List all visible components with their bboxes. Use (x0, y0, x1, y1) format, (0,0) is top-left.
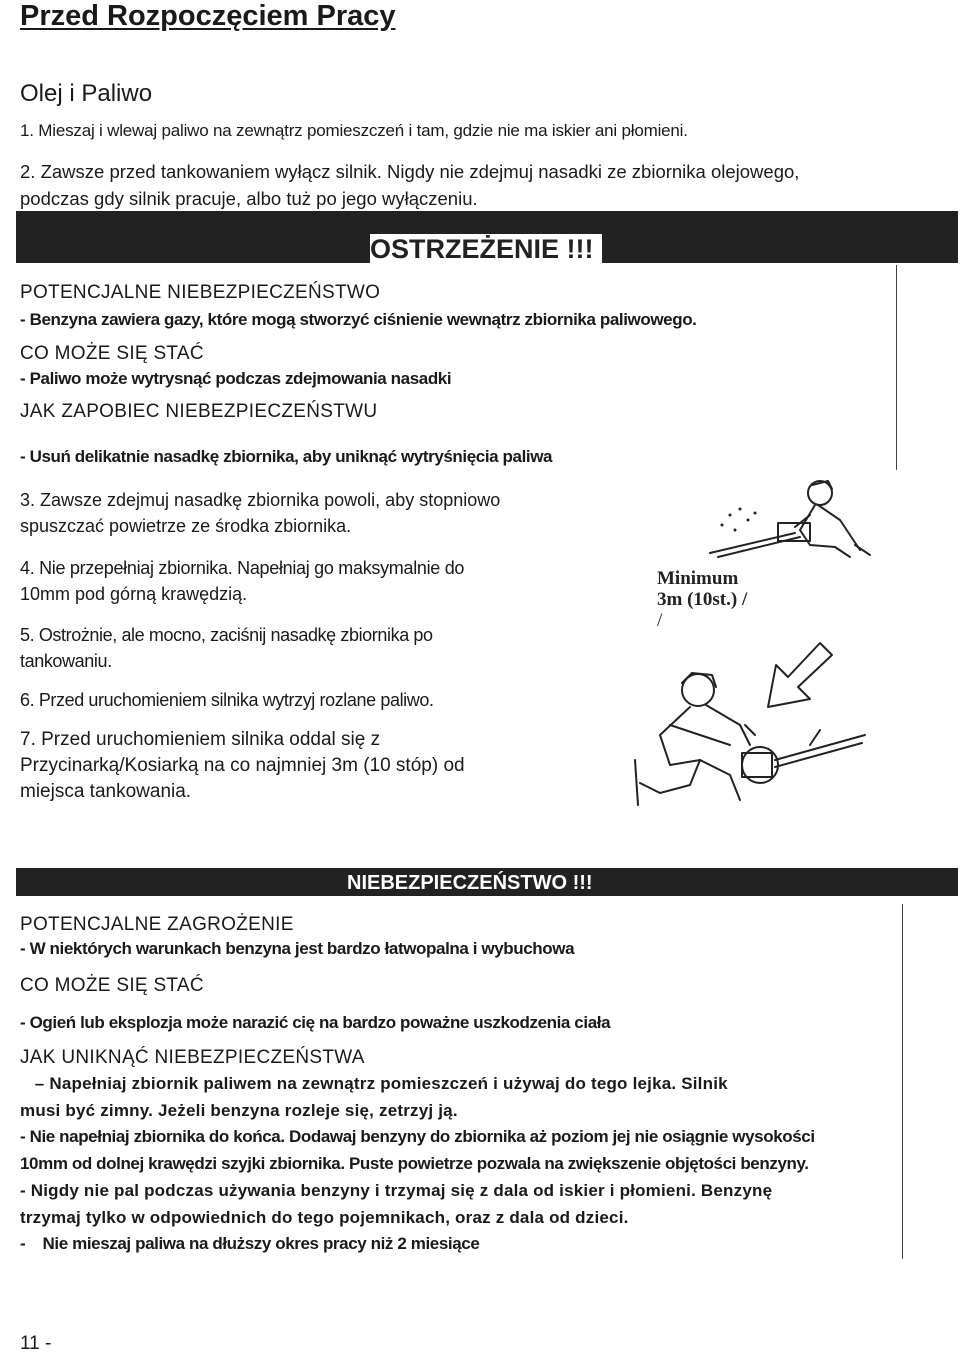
distance-label-line3: / (657, 610, 663, 631)
danger-hazard-text: - W niektórych warunkach benzyna jest bardzo łatwopalna i wybuchowa (20, 939, 575, 958)
hazard-text: - Benzyna zawiera gazy, które mogą stworzyć ciśnienie wewnątrz zbiornika paliwowego. (20, 310, 697, 329)
instruction-2: 2. Zawsze przed tankowaniem wyłącz silnik. Nigdy nie zdejmuj nasadki ze zbiornika olejowego, (20, 161, 800, 182)
step-7-cont: Przycinarką/Kosiarką na co najmniej 3m (10 stóp) od (20, 755, 465, 776)
section-heading-oil-fuel: Olej i Paliwo (20, 80, 153, 107)
danger-prevention-2: - Nie napełniaj zbiornika do końca. Dodawaj benzyny do zbiornika aż poziom jej nie osiągnie wysokości (20, 1127, 815, 1146)
step-7-cont-2: miejsca tankowania. (20, 781, 192, 802)
prevention-label: JAK ZAPOBIEC NIEBEZPIECZEŃSTWU (20, 401, 378, 422)
page-title: Przed Rozpoczęciem Pracy (20, 0, 396, 32)
danger-banner-title: NIEBEZPIECZEŃSTWO !!! (347, 872, 593, 894)
danger-prevention-4: - Nie mieszaj paliwa na dłuższy okres pracy niż 2 miesiące (20, 1234, 480, 1253)
danger-prevention-1-cont: musi być zimny. Jeżeli benzyna rozleje się, zetrzyj ją. (20, 1101, 458, 1120)
step-5-cont: tankowaniu. (20, 651, 112, 671)
danger-prevention-3: - Nigdy nie pal podczas używania benzyny i trzymaj się z dala od iskier i płomieni. Benzynę (20, 1181, 773, 1200)
danger-prevention-1: – Napełniaj zbiornik paliwem na zewnątrz pomieszczeń i używaj do tego lejka. Silnik (20, 1074, 728, 1093)
step-5: 5. Ostrożnie, ale mocno, zaciśnij nasadkę zbiornika po (20, 625, 433, 645)
distance-label-line1: Minimum (657, 568, 739, 589)
page-number: 11 - (20, 1333, 52, 1354)
consequence-text: - Paliwo może wytrysnąć podczas zdejmowania nasadki (20, 369, 452, 388)
instruction-1: 1. Mieszaj i wlewaj paliwo na zewnątrz pomieszczeń i tam, gdzie nie ma iskier ani płomieni. (20, 121, 688, 140)
step-6: 6. Przed uruchomieniem silnika wytrzyj rozlane paliwo. (20, 690, 434, 710)
danger-consequence-label: CO MOŻE SIĘ STAĆ (20, 975, 204, 996)
danger-prevention-label: JAK UNIKNĄĆ NIEBEZPIECZEŃSTWA (20, 1047, 365, 1068)
distance-label-line2: 3m (10st.) / (657, 589, 748, 610)
step-4: 4. Nie przepełniaj zbiornika. Napełniaj go maksymalnie do (20, 558, 465, 578)
hazard-label: POTENCJALNE NIEBEZPIECZEŃSTWO (20, 282, 381, 303)
consequence-label: CO MOŻE SIĘ STAĆ (20, 343, 204, 364)
warning-banner-title: OSTRZEŻENIE !!! (370, 234, 602, 265)
step-7: 7. Przed uruchomieniem silnika oddal się z (20, 729, 381, 750)
prevention-text: - Usuń delikatnie nasadkę zbiornika, aby uniknąć wytryśnięcia paliwa (20, 447, 553, 466)
step-4-cont: 10mm pod górną krawędzią. (20, 584, 248, 604)
danger-prevention-2-cont: 10mm od dolnej krawędzi szyjki zbiornika. Puste powietrze pozwala na zwiększenie objętości benzyny. (20, 1154, 809, 1173)
step-3-cont: spuszczać powietrze ze środka zbiornika. (20, 516, 352, 536)
danger-hazard-label: POTENCJALNE ZAGROŻENIE (20, 914, 294, 935)
warning-box-border (896, 265, 897, 470)
person-refueling-trimmer-icon (630, 665, 870, 810)
instruction-2-cont: podczas gdy silnik pracuje, albo tuż po jego wyłączeniu. (20, 188, 478, 209)
danger-box-border (902, 904, 903, 1259)
danger-prevention-3-cont: trzymaj tylko w odpowiednich do tego pojemnikach, oraz z dala od dzieci. (20, 1208, 629, 1227)
person-kneeling-with-trimmer-icon (700, 475, 875, 565)
step-3: 3. Zawsze zdejmuj nasadkę zbiornika powoli, aby stopniowo (20, 490, 501, 510)
danger-consequence-text: - Ogień lub eksplozja może narazić cię na bardzo poważne uszkodzenia ciała (20, 1013, 611, 1032)
